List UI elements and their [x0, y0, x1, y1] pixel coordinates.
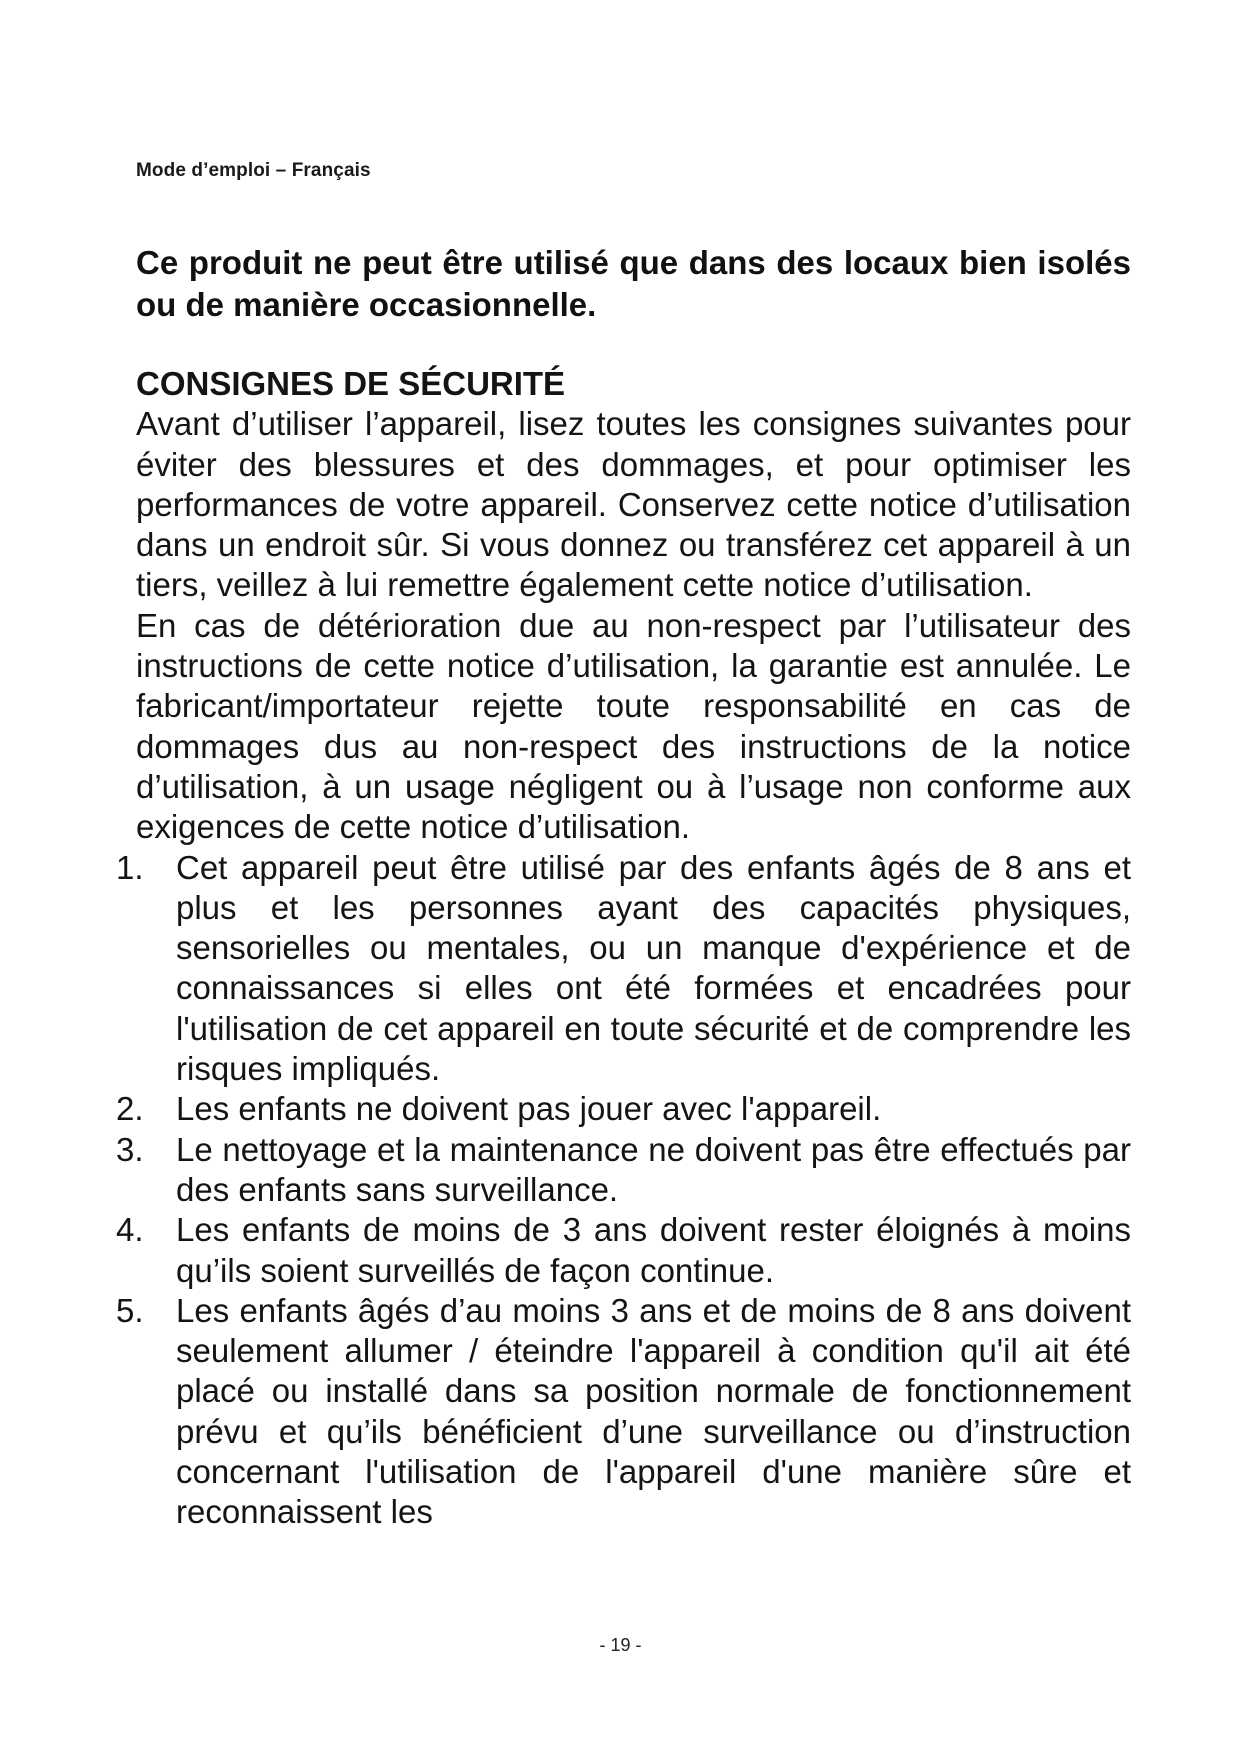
list-item [116, 1291, 1131, 1533]
list-item-text: Les enfants ne doivent pas jouer avec l'appareil. [176, 1090, 882, 1128]
list-item-number: 3. [116, 1130, 144, 1168]
list-item [116, 1089, 1131, 1129]
list-item-number: 5. [116, 1291, 144, 1329]
list-item [116, 848, 1131, 1090]
usage-warning: Ce produit ne peut être utilisé que dans des locaux bien isolés ou de manière occasionnelle. [136, 244, 1131, 323]
list-item [116, 1210, 1131, 1291]
page-number: - 19 - [599, 1635, 642, 1655]
list-item-number: 4. [116, 1211, 144, 1249]
document-header: Mode d’emploi – Français [136, 160, 371, 181]
list-item-number: 1. [116, 848, 144, 886]
warranty-paragraph: En cas de détérioration due au non-respect par l’utilisateur des instructions de cette notice d’utilisation, la garantie est annulée. Le fabricant/importateur rejette toute responsabilité en cas de dommages dus au non-respect des instructions de la notice d’utilisation, à un usage négligent ou à l’usage non conforme aux exigences de cette notice d’utilisation. [136, 606, 1131, 846]
list-item-text: Le nettoyage et la maintenance ne doivent pas être effectués par des enfants sans surveillance. [176, 1130, 1131, 1208]
safety-list [116, 848, 1131, 1533]
safety-section [116, 364, 1131, 1533]
intro-paragraph: Avant d’utiliser l’appareil, lisez toutes les consignes suivantes pour éviter des blessures et des dommages, et pour optimiser les performances de votre appareil. Conservez cette notice d’utilisation dans un endroit sûr. Si vous donnez ou transférez cet appareil à un tiers, veillez à lui remettre également cette notice d’utilisation. [136, 405, 1131, 604]
list-item-number: 2. [116, 1090, 144, 1128]
list-item-text: Cet appareil peut être utilisé par des enfants âgés de 8 ans et plus et les personnes ayant des capacités physiques, sensorielles ou mentales, ou un manque d'expérience et de connaissances si elles ont été formées et encadrées pour l'utilisation de cet appareil en toute sécurité et de comprendre les risques impliqués. [176, 848, 1131, 1088]
list-item-text: Les enfants de moins de 3 ans doivent rester éloignés à moins qu’ils soient surveillés de façon continue. [176, 1211, 1131, 1289]
list-item-text: Les enfants âgés d’au moins 3 ans et de moins de 8 ans doivent seulement allumer / éteindre l'appareil à condition qu'il ait été placé ou installé dans sa position normale de fonctionnement prévu et qu’ils bénéficient d’une surveillance ou d’instruction concernant l'utilisation de l'appareil d'une manière sûre et reconnaissent les [176, 1291, 1131, 1531]
section-title: CONSIGNES DE SÉCURITÉ [136, 365, 566, 402]
list-item [116, 1130, 1131, 1211]
